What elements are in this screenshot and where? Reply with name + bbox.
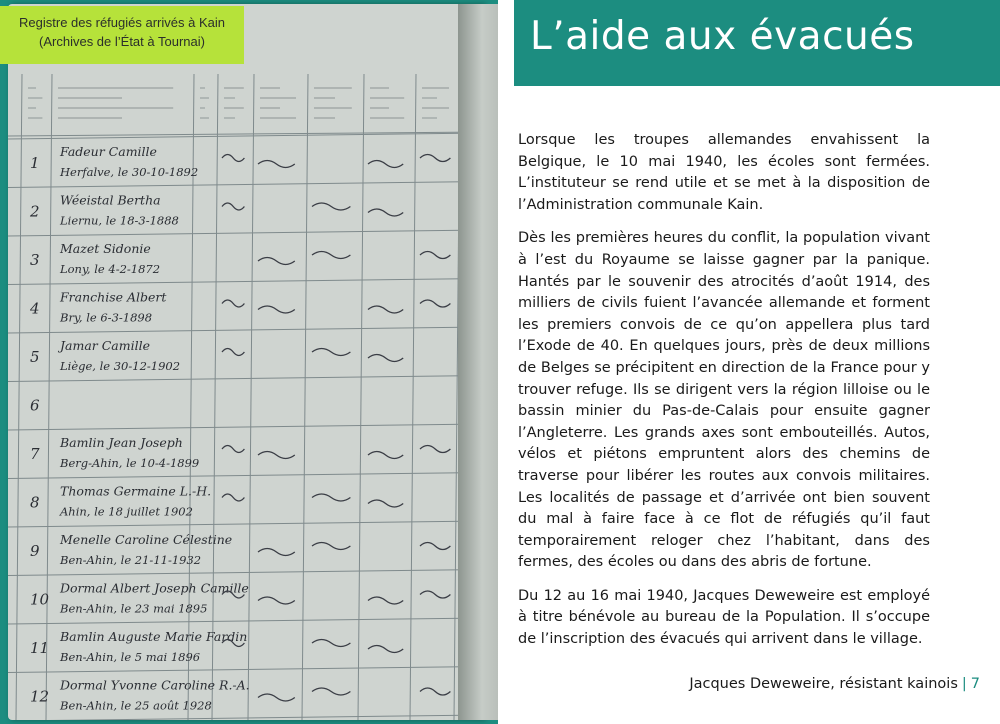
register-row-number: 12 bbox=[30, 687, 50, 706]
handwriting-stroke bbox=[258, 258, 295, 265]
ledger-row-line bbox=[8, 279, 484, 285]
register-name: Dormal Yvonne Caroline R.-A. bbox=[60, 677, 250, 693]
ledger-row-line bbox=[8, 618, 484, 624]
book-gutter bbox=[458, 4, 498, 720]
paragraph-1: Lorsque les troupes allemandes envahissent la Belgique, le 10 mai 1940, les écoles sont fermées. L’instituteur se rend utile et se met à la disposition de l’Administration communale Kain. bbox=[518, 132, 930, 213]
register-row-number: 3 bbox=[30, 251, 40, 269]
handwriting-stroke bbox=[222, 155, 244, 162]
handwriting-stroke bbox=[258, 161, 295, 168]
handwriting-stroke bbox=[258, 597, 295, 604]
register-ledger bbox=[8, 4, 484, 720]
handwriting-stroke bbox=[258, 549, 295, 556]
register-birth: Lony, le 4-2-1872 bbox=[60, 262, 161, 276]
register-name: Thomas Germaine L.-H. bbox=[60, 483, 212, 499]
handwriting-stroke bbox=[368, 306, 403, 313]
handwriting-stroke bbox=[222, 446, 244, 453]
register-birth: Herfalve, le 30-10-1892 bbox=[60, 165, 199, 179]
register-name: Menelle Caroline Célestine bbox=[60, 532, 233, 547]
handwriting-stroke bbox=[420, 252, 450, 259]
register-name: Bamlin Jean Joseph bbox=[60, 435, 183, 450]
register-row-number: 5 bbox=[30, 348, 40, 366]
register-row-number: 7 bbox=[30, 445, 40, 463]
ledger-column-line bbox=[410, 74, 416, 720]
register-row-number: 4 bbox=[30, 299, 40, 318]
register-name: Bamlin Auguste Marie Fardin bbox=[60, 629, 248, 644]
ledger-row-line bbox=[8, 376, 484, 382]
register-name: Wéeistal Bertha bbox=[60, 192, 161, 208]
ledger-row-line bbox=[8, 521, 484, 527]
handwriting-stroke bbox=[312, 252, 350, 259]
handwriting-stroke bbox=[222, 349, 244, 356]
page-number: 7 bbox=[970, 676, 980, 692]
handwriting-stroke bbox=[368, 452, 403, 459]
caption-line-1: Registre des réfugiés arrivés à Kain bbox=[19, 15, 225, 30]
register-birth: Liernu, le 18-3-1888 bbox=[60, 213, 179, 228]
handwriting-stroke bbox=[312, 349, 350, 356]
handwriting-stroke bbox=[368, 500, 403, 507]
register-name: Jamar Camille bbox=[60, 338, 150, 353]
handwriting-stroke bbox=[222, 494, 244, 501]
handwriting-stroke bbox=[258, 452, 295, 459]
ledger-row-line bbox=[8, 230, 484, 236]
register-birth: Ben-Ahin, le 23 mai 1895 bbox=[60, 601, 208, 616]
handwriting-stroke bbox=[368, 209, 403, 216]
handwriting-stroke bbox=[258, 306, 295, 313]
handwriting-stroke bbox=[368, 646, 403, 653]
ledger-column-line bbox=[302, 74, 308, 720]
register-row-number: 6 bbox=[30, 396, 40, 415]
register-row-number: 8 bbox=[30, 493, 40, 512]
handwriting-stroke bbox=[312, 494, 350, 501]
article-body bbox=[518, 130, 930, 663]
register-row-number: 10 bbox=[30, 590, 50, 609]
ledger-row-line bbox=[8, 715, 484, 720]
handwriting-stroke bbox=[420, 300, 450, 307]
register-row-number: 9 bbox=[30, 542, 40, 560]
register-birth: Ben-Ahin, le 5 mai 1896 bbox=[60, 650, 201, 664]
handwriting-stroke bbox=[420, 446, 450, 453]
footer-text: Jacques Deweweire, résistant kainois bbox=[689, 676, 958, 692]
register-birth: Liège, le 30-12-1902 bbox=[60, 359, 181, 373]
ledger-column-line bbox=[16, 74, 22, 720]
register-row-number: 2 bbox=[30, 202, 40, 221]
handwriting-stroke bbox=[312, 640, 350, 647]
handwriting-stroke bbox=[222, 203, 244, 210]
register-birth: Ahin, le 18 juillet 1902 bbox=[60, 504, 193, 519]
register-birth: Berg-Ahin, le 10-4-1899 bbox=[60, 456, 200, 470]
register-name: Mazet Sidonie bbox=[60, 241, 151, 256]
ledger-row-line bbox=[8, 182, 484, 188]
ledger-column-line bbox=[248, 74, 254, 720]
register-row-number: 1 bbox=[30, 154, 40, 172]
handwriting-stroke bbox=[420, 155, 450, 162]
handwriting-stroke bbox=[368, 161, 403, 168]
footer-separator: | bbox=[961, 676, 967, 692]
register-name: Dormal Albert Joseph Camille bbox=[60, 580, 249, 596]
ledger-row-line bbox=[8, 570, 484, 576]
register-row-number: 11 bbox=[30, 639, 50, 657]
ledger-column-line bbox=[358, 74, 364, 720]
handwriting-stroke bbox=[312, 543, 350, 550]
handwriting-stroke bbox=[420, 543, 450, 550]
paragraph-2: Dès les premières heures du conflit, la population vivant à l’est du Royaume se laisse gagner par la panique. Hantés par le souvenir des atrocités d’août 1914, des milliers de civils fuient l’avancée allemande et forment les premiers convois de ce qu’on appellera plus tard l’Exode de 40. En quelques jours, près de deux millions de Belges se précipitent en direction de la France pour y trouver refuge. Ils se dirigent vers la région lilloise ou le bassin minier du Pas-de-Calais pour ensuite gagner l’Angleterre. Les grands axes sont embouteillés. Autos, vélos et piétons empruntent alors des chemins de traverse pour libérer les routes aux convois militaires. Les localités de passage et d’arrivée ont bien souvent du mal à faire face à ce flot de réfugiés qu’il faut temporairement reloger chez l’habitant, dans des fermes, des écoles ou dans des abris de fortune. bbox=[518, 230, 930, 571]
handwriting-stroke bbox=[312, 203, 350, 210]
ledger-row-line bbox=[8, 667, 484, 673]
photo-caption bbox=[0, 6, 244, 64]
handwriting-stroke bbox=[312, 688, 350, 695]
register-birth: Ben-Ahin, le 25 août 1928 bbox=[60, 698, 212, 713]
caption-line-2: (Archives de l’État à Tournai) bbox=[39, 34, 205, 49]
ledger-column-line bbox=[212, 74, 218, 720]
paragraph-3: Du 12 au 16 mai 1940, Jacques Deweweire est employé à titre bénévole au bureau de la Population. Il s’occupe de l’inscription des évacués qui arrivent dans le village. bbox=[518, 587, 930, 648]
register-name: Fadeur Camille bbox=[60, 144, 157, 159]
register-photo bbox=[0, 0, 498, 724]
handwriting-stroke bbox=[420, 688, 450, 695]
register-birth: Bry, le 6-3-1898 bbox=[60, 310, 153, 325]
handwriting-stroke bbox=[258, 694, 295, 701]
handwriting-stroke bbox=[420, 591, 450, 598]
handwriting-stroke bbox=[222, 300, 244, 307]
register-page bbox=[8, 4, 484, 720]
handwriting-stroke bbox=[368, 355, 403, 362]
register-name: Franchise Albert bbox=[60, 289, 167, 305]
page-title: L’aide aux évacués bbox=[530, 14, 915, 59]
page-footer bbox=[689, 676, 980, 692]
handwriting-stroke bbox=[368, 597, 403, 604]
ledger-row-line bbox=[8, 327, 484, 333]
register-birth: Ben-Ahin, le 21-11-1932 bbox=[60, 553, 202, 567]
